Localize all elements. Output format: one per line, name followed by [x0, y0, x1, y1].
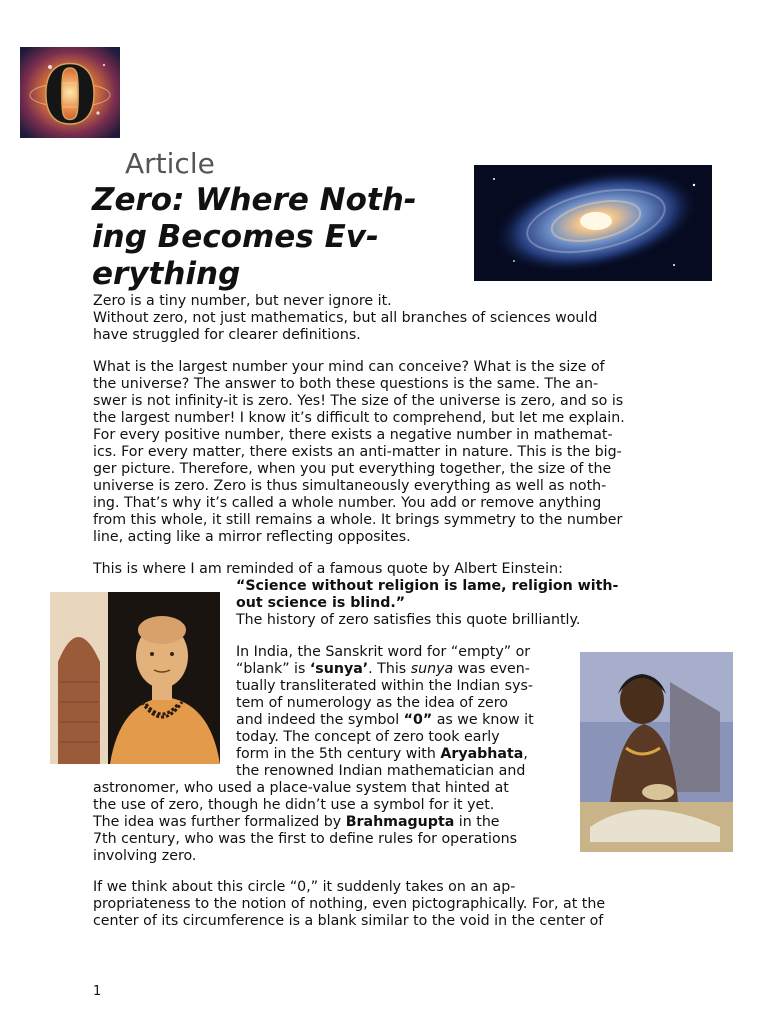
text-line: Without zero, not just mathematics, but all branches of sciences would [93, 310, 598, 326]
text-line: line, acting like a mirror reflecting opposites. [93, 529, 411, 545]
text-line: tem of numerology as the idea of zero [236, 695, 508, 711]
text-line: 7th century, who was the first to define rules for operations [93, 831, 518, 847]
page-title [92, 182, 417, 293]
text-run: was even- [453, 661, 530, 677]
text-run: and indeed the symbol [236, 712, 404, 728]
text-line: involving zero. [93, 848, 197, 864]
quote-line: “Science without religion is lame, religion with- [236, 578, 619, 594]
text-line [236, 712, 534, 729]
zero-symbol-term: “0” [403, 712, 433, 728]
text-line: propriateness to the notion of nothing, even pictographically. For, at the [93, 896, 606, 912]
title-line: Zero: Where Noth- [92, 182, 417, 218]
text-line: the renowned Indian mathematician and [236, 763, 526, 779]
text-run: form in the 5th century with [236, 746, 441, 762]
text-line: today. The concept of zero took early [236, 729, 500, 745]
einstein-quote [236, 578, 618, 629]
text-line: swer is not infinity-it is zero. Yes! The size of the universe is zero, and so is [93, 393, 624, 409]
brahmagupta-image [580, 652, 733, 852]
text-line: center of its circumference is a blank similar to the void in the center of [93, 913, 604, 929]
aryabhata-term: Aryabhata [440, 746, 524, 762]
text-line: the universe? The answer to both these questions is the same. The an- [93, 376, 599, 392]
text-run: as we know it [432, 712, 534, 728]
title-line: erything [92, 256, 241, 292]
text-line: Zero is a tiny number, but never ignore it. [93, 293, 392, 309]
title-line: ing Becomes Ev- [92, 219, 379, 255]
brahmagupta-term: Brahmagupta [345, 814, 455, 830]
text-line: universe is zero. Zero is thus simultaneously everything as well as noth- [93, 478, 607, 494]
text-line: from this whole, it still remains a whole. It brings symmetry to the number [93, 512, 623, 528]
text-line: If we think about this circle “0,” it suddenly takes on an ap- [93, 879, 516, 895]
text-line: ger picture. Therefore, when you put everything together, the size of the [93, 461, 612, 477]
text-line [236, 661, 534, 678]
quote-intro: This is where I am reminded of a famous quote by Albert Einstein: [93, 561, 563, 577]
text-line: tually transliterated within the Indian sys- [236, 678, 533, 694]
text-line: the largest number! I know it’s difficult to comprehend, but let me explain. [93, 410, 625, 426]
text-line: In India, the Sanskrit word for “empty” or [236, 644, 531, 660]
india-paragraph-wrapped [236, 644, 534, 780]
text-line: ing. That’s why it’s called a whole number. You add or remove anything [93, 495, 602, 511]
text-line: the use of zero, though he didn’t use a symbol for it yet. [93, 797, 495, 813]
text-run: , [523, 746, 528, 762]
page-number: 1 [93, 984, 102, 999]
india-paragraph-continued [93, 780, 517, 865]
text-line: astronomer, who used a place-value system that hinted at [93, 780, 509, 796]
galaxy-image [474, 165, 712, 281]
text-run: . This [368, 661, 411, 677]
intro-paragraph [93, 293, 597, 344]
zero-logo-image [20, 47, 120, 138]
quote-line: out science is blind.” [236, 595, 406, 611]
sunya-term: ‘sunya’ [309, 661, 369, 677]
text-line [93, 814, 517, 831]
text-line [236, 746, 534, 763]
aryabhata-image [50, 592, 220, 764]
text-line: have struggled for clearer definitions. [93, 327, 361, 343]
text-line: What is the largest number your mind can conceive? What is the size of [93, 359, 605, 375]
text-run: The idea was further formalized by [93, 814, 346, 830]
sunya-term-italic: sunya [410, 661, 454, 677]
text-run: “blank” is [236, 661, 310, 677]
logo-zero-glyph: 0 [42, 48, 98, 138]
text-line: For every positive number, there exists a negative number in mathemat- [93, 427, 613, 443]
text-run: in the [454, 814, 500, 830]
text-line: ics. For every matter, there exists an anti-matter in nature. This is the big- [93, 444, 622, 460]
article-kicker: Article [125, 147, 215, 180]
circle-paragraph [93, 879, 605, 930]
universe-paragraph [93, 359, 625, 546]
quote-followup: The history of zero satisfies this quote brilliantly. [236, 612, 581, 628]
